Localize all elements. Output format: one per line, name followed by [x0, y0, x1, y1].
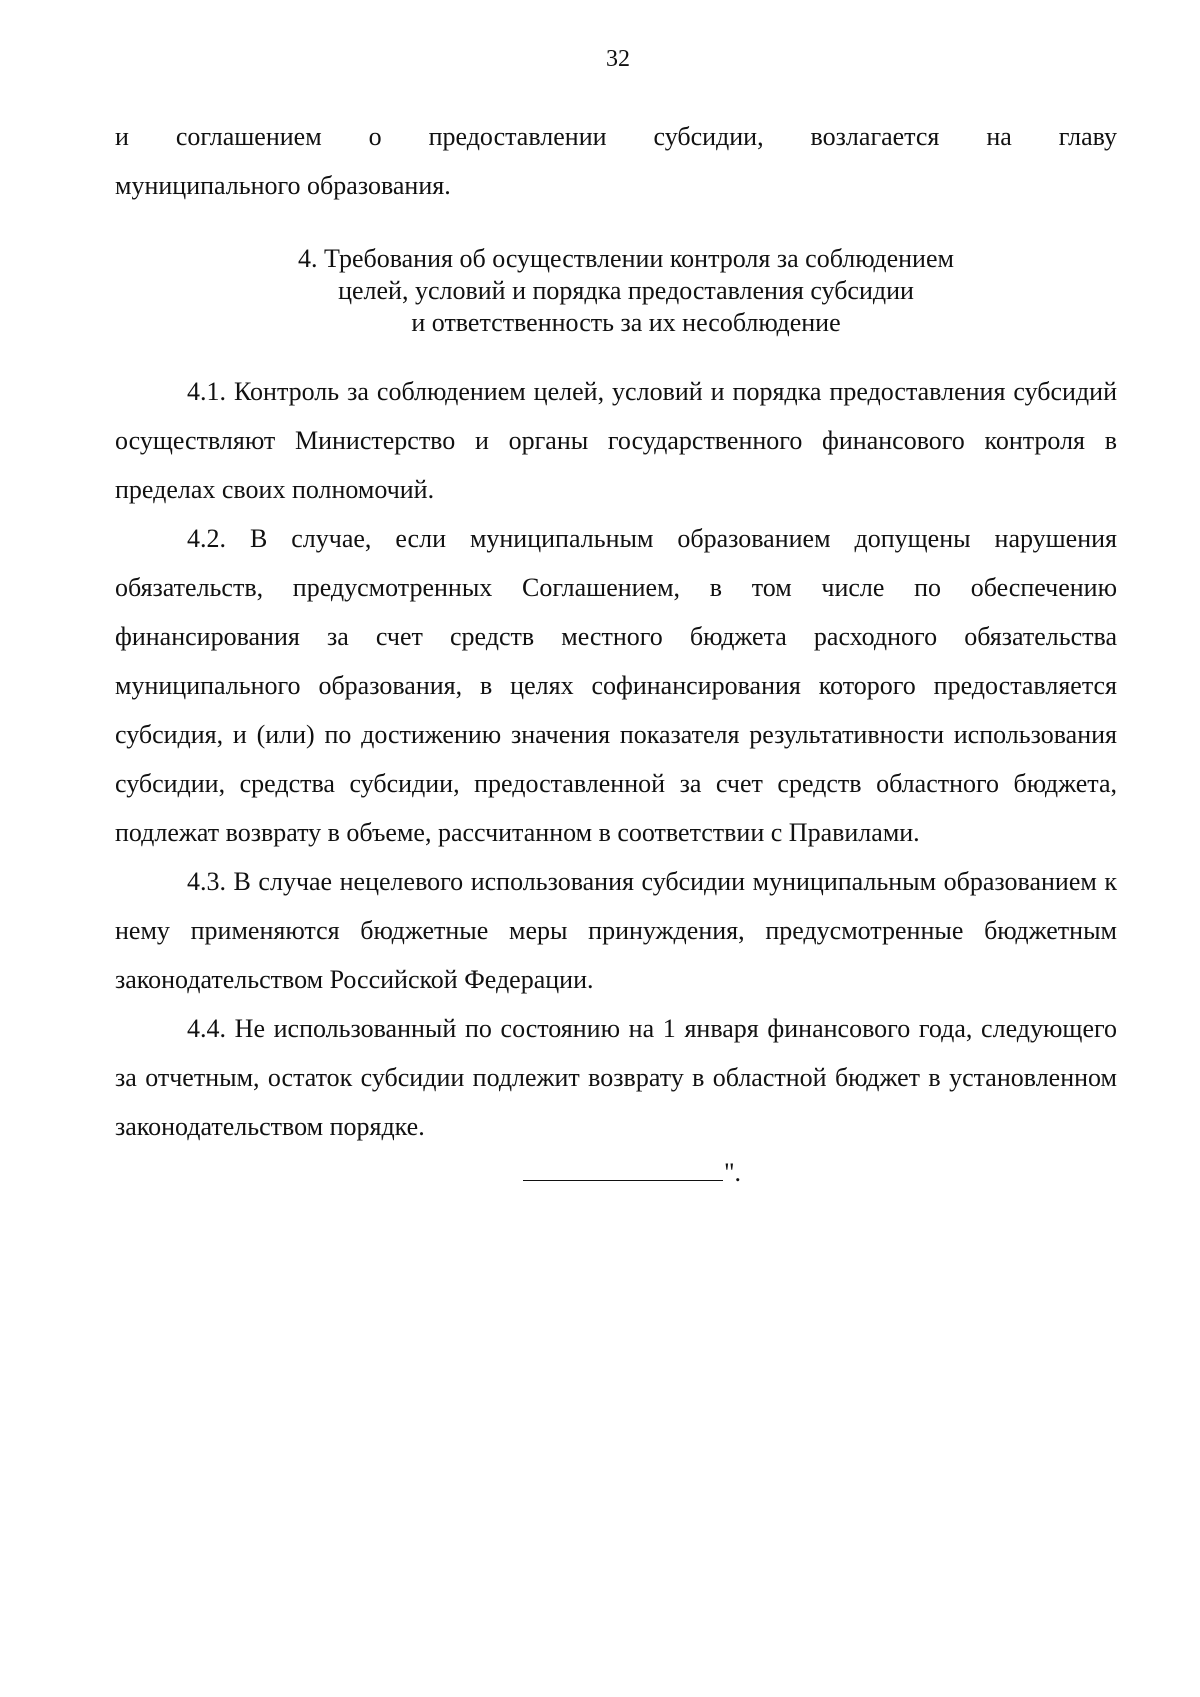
section-heading-line-2: целей, условий и порядка предоставления субсидии: [338, 276, 914, 305]
section-heading-line-3: и ответственность за их несоблюдение: [411, 308, 841, 337]
intro-line-1: и соглашением о предоставлении субсидии, возлагается на главу: [115, 122, 1117, 151]
paragraph-4-1: 4.1. Контроль за соблюдением целей, условий и порядка предоставления субсидий осуществляют Министерство и органы государственного финансового контроля в пределах своих полномочий.: [115, 377, 1117, 504]
section-heading: [115, 243, 1117, 339]
section-heading-line-1: 4. Требования об осуществлении контроля за соблюдением: [298, 244, 954, 273]
signature-underline: [523, 1156, 723, 1181]
closing-quote-mark: ".: [723, 1158, 742, 1187]
page-number: 32: [606, 46, 630, 72]
paragraph-4-4: 4.4. Не использованный по состоянию на 1 января финансового года, следующего за отчетным, остаток субсидии подлежит возврату в областной бюджет в установленном законодательством порядке.: [115, 1014, 1117, 1141]
paragraph-4-3: 4.3. В случае нецелевого использования субсидии муниципальным образованием к нему применяются бюджетные меры принуждения, предусмотренные бюджетным законодательством Российской Федерации.: [115, 867, 1117, 994]
intro-line-2: муниципального образования.: [115, 171, 451, 200]
document-body: [115, 112, 1117, 1193]
paragraph-4-2: 4.2. В случае, если муниципальным образованием допущены нарушения обязательств, предусмотренных Соглашением, в том числе по обеспечению финансирования за счет средств местного бюджета расходного обязательства муниципального образования, в целях софинансирования которого предоставляется субсидия, и (или) по достижению значения показателя результативности использования субсидии, средства субсидии, предоставленной за счет средств областного бюджета, подлежат возврату в объеме, рассчитанном в соответствии с Правилами.: [115, 524, 1117, 847]
closing-line: [115, 1153, 1117, 1193]
